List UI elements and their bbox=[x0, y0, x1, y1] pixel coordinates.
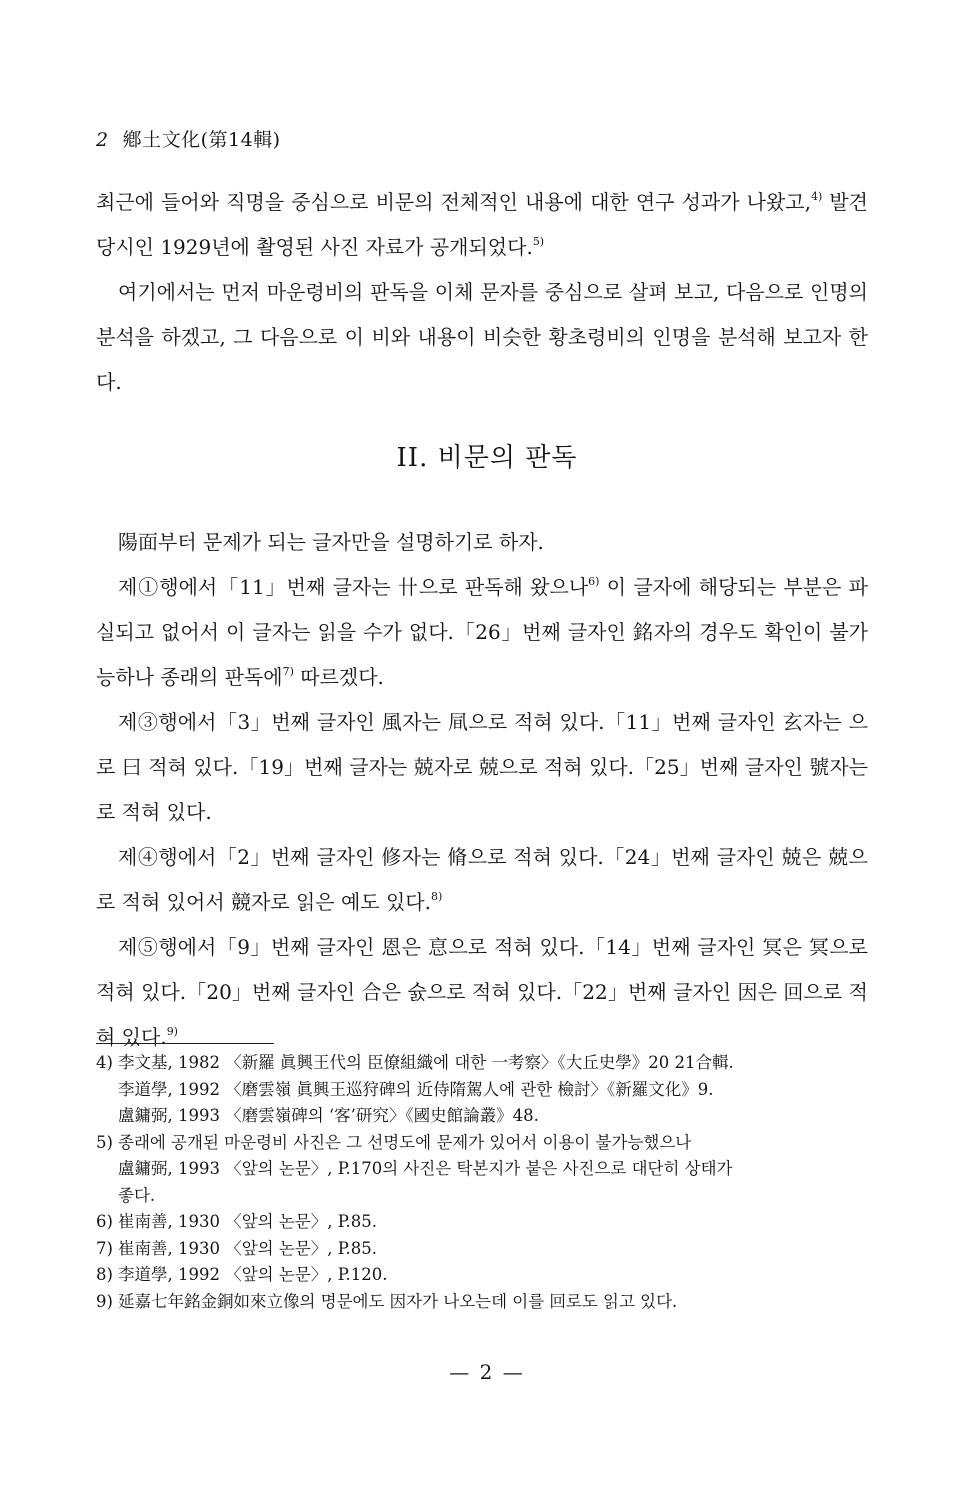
reading-text-5: 제⑤행에서「9」번째 글자인 恩은 恴으로 적혀 있다.「14」번째 글자인 冥은 冥으로 적혀 있다.「20」번째 글자인 合은 슔으로 적혀 있다.「22」번째 글자인 因은 回으로 적혀 있다. bbox=[96, 935, 868, 1049]
footnote-7 bbox=[96, 1236, 868, 1263]
footnote-divider bbox=[96, 1043, 274, 1044]
reading-paragraph-3: 제③행에서「3」번째 글자인 風자는 凬으로 적혀 있다.「11」번째 글자인 玄자는 으로 曰 적혀 있다.「19」번째 글자는 兢자로 兢으로 적혀 있다.「25」번째 글자인 號자는 로 적혀 있다. bbox=[96, 710, 895, 824]
reading-paragraph-4 bbox=[96, 835, 868, 925]
footnotes bbox=[96, 1050, 868, 1315]
journal-title: 鄕土文化(第14輯) bbox=[122, 129, 281, 151]
footnote-line: 좋다. bbox=[118, 1185, 156, 1205]
footnote-8 bbox=[96, 1262, 868, 1289]
footnote-line: 崔南善, 1930 〈앞의 논문〉, P.85. bbox=[118, 1212, 377, 1231]
running-header bbox=[96, 125, 281, 152]
footnote-number: 7) bbox=[96, 1238, 113, 1258]
reading-paragraph-1: 陽面부터 문제가 되는 글자만을 설명하기로 하자. bbox=[118, 530, 544, 554]
reading-paragraph-2 bbox=[96, 565, 868, 700]
reading-text-2c: 따르겠다. bbox=[293, 665, 384, 689]
footnote-ref-9: 9) bbox=[166, 1025, 178, 1038]
footnote-line: 종래에 공개된 마운령비 사진은 그 선명도에 문제가 있어서 이용이 불가능했으나 bbox=[118, 1132, 692, 1152]
footnote-ref-4: 4) bbox=[810, 190, 823, 203]
footnote-ref-5: 5) bbox=[532, 235, 545, 248]
footnote-9 bbox=[96, 1289, 868, 1316]
footnote-number: 5) bbox=[96, 1132, 113, 1152]
footnote-ref-8: 8) bbox=[430, 890, 443, 903]
footnote-line: 延嘉七年銘金銅如來立像의 명문에도 因자가 나오는데 이를 回로도 읽고 있다. bbox=[118, 1291, 678, 1311]
footnote-number: 6) bbox=[96, 1212, 113, 1231]
footnote-6 bbox=[96, 1209, 868, 1236]
intro-paragraph-2: 여기에서는 먼저 마운령비의 판독을 이체 문자를 중심으로 살펴 보고, 다음으로 인명의 분석을 하겠고, 그 다음으로 이 비와 내용이 비슷한 황초령비의 인명을 분석해 보고자 한다. bbox=[96, 280, 868, 394]
reading-paragraph-5 bbox=[96, 925, 868, 1060]
footnote-ref-6: 6) bbox=[588, 575, 600, 588]
footnote-number: 9) bbox=[96, 1291, 113, 1311]
intro-paragraphs bbox=[96, 180, 868, 405]
header-page-number: 2 bbox=[96, 129, 109, 151]
footnote-line: 李道學, 1992 〈磨雲嶺 眞興王巡狩碑의 近侍隋駕人에 관한 檢討〉《新羅文化》9. bbox=[118, 1079, 714, 1099]
page-folio: — 2 — bbox=[449, 1360, 525, 1384]
reading-text-2a: 제①행에서「11」번째 글자는 卄으로 판독해 왔으나 bbox=[118, 575, 589, 599]
footnote-4 bbox=[96, 1050, 868, 1130]
footnote-number: 4) bbox=[96, 1053, 113, 1072]
intro-text-1: 최근에 들어와 직명을 중심으로 비문의 전체적인 내용에 대한 연구 성과가 나왔고, bbox=[96, 190, 811, 214]
intro-text-2: 발견당시인 1929년에 촬영된 사진 자료가 공개되었다. bbox=[96, 190, 868, 259]
footnote-line: 崔南善, 1930 〈앞의 논문〉, P.85. bbox=[118, 1238, 377, 1258]
footnote-number: 8) bbox=[96, 1265, 113, 1284]
intro-paragraph-1 bbox=[96, 180, 868, 270]
reading-paragraphs bbox=[96, 520, 895, 1060]
section-heading: II. 비문의 판독 bbox=[396, 443, 578, 473]
footnote-line: 李道學, 1992 〈앞의 논문〉, P.120. bbox=[118, 1265, 388, 1284]
footnote-line: 李文基, 1982 〈新羅 眞興王代의 臣僚組織에 대한 一考察〉《大丘史學》20 21合輯. bbox=[118, 1053, 734, 1072]
reading-text-2b: 이 글자에 해당되는 부분은 파실되고 없어서 이 글자는 읽을 수가 없다.「26」번째 글자인 銘자의 경우도 확인이 불가능하나 종래의 판독에 bbox=[96, 575, 868, 689]
footnote-line: 盧鏞弼, 1993 〈앞의 논문〉, P.170의 사진은 탁본지가 붙은 사진으로 대단히 상태가 bbox=[118, 1159, 733, 1178]
reading-text-4: 제④행에서「2」번째 글자인 修자는 脩으로 적혀 있다.「24」번째 글자인 兢은 兢으로 적혀 있어서 競자로 읽은 예도 있다. bbox=[96, 845, 868, 914]
footnote-line: 盧鏞弼, 1993 〈磨雲嶺碑의 ‘客’研究〉《國史館論叢》48. bbox=[118, 1106, 539, 1125]
footnote-5 bbox=[96, 1130, 868, 1210]
footnote-ref-7: 7) bbox=[282, 665, 294, 678]
